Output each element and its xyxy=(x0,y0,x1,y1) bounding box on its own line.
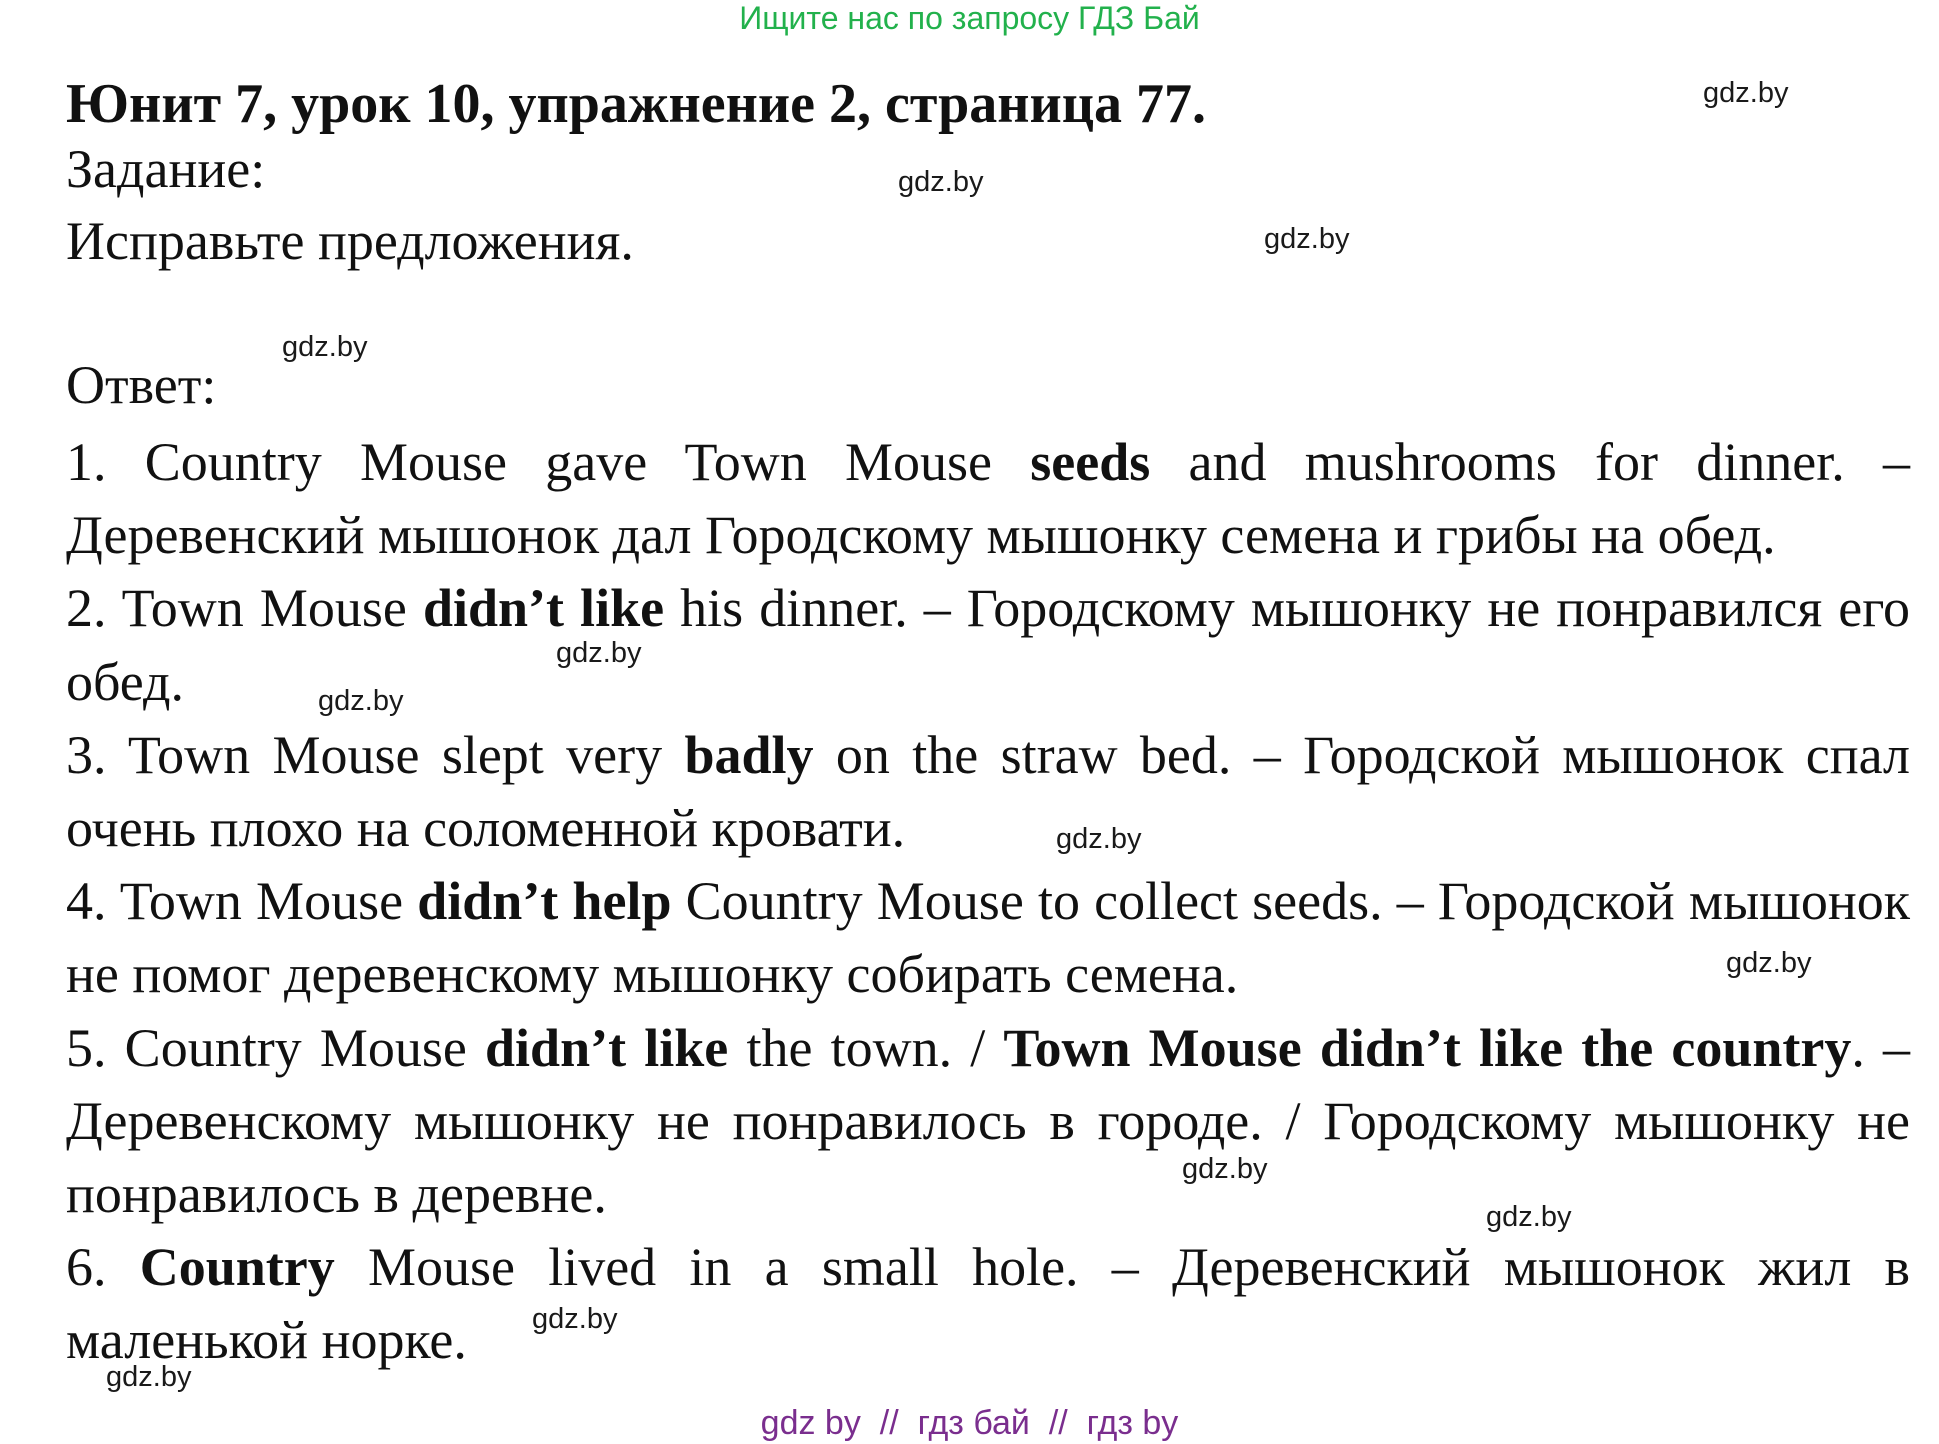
answer-text: . – Деревенскому мышонку не понравилось в городе. / Городскому мышонку не понравилось в деревне. xyxy=(66,1017,1911,1225)
watermark: gdz.by xyxy=(1486,1201,1572,1233)
answer-list xyxy=(66,426,1910,1378)
answer-text: Country Mouse to collect seeds. – Городской мышонок не помог деревенскому мышонку собирать семена. xyxy=(66,871,1911,1005)
answer-text: on the straw bed. – Городской мышонок спал очень плохо на соломенной кровати. xyxy=(66,724,1911,859)
watermark: gdz.by xyxy=(318,685,404,717)
watermark: gdz.by xyxy=(1182,1153,1268,1185)
watermark: gdz.by xyxy=(898,166,984,198)
answer-text: Mouse lived in a small hole. – Деревенский мышонок жил в маленькой норке. xyxy=(66,1237,1911,1371)
answer-text: and mushrooms for dinner. – Деревенский мышонок дал Городскому мышонку семена и грибы на обед. xyxy=(66,432,1911,566)
footer-link-gdz-by[interactable]: gdz by xyxy=(760,1404,861,1442)
answer-label: Ответ: xyxy=(66,355,217,415)
answer-text: Town Mouse slept very xyxy=(127,724,663,785)
answer-number: 6. xyxy=(66,1237,107,1298)
task-text: Исправьте предложения. xyxy=(66,211,634,271)
footer-links xyxy=(0,1404,1939,1442)
answer-number: 4. xyxy=(66,871,107,932)
watermark: gdz.by xyxy=(106,1361,192,1393)
watermark: gdz.by xyxy=(556,637,642,669)
answer-bold: Town Mouse didn’t like the country xyxy=(1003,1017,1852,1078)
answer-item-5 xyxy=(66,1012,1910,1232)
answer-number: 2. xyxy=(66,578,107,639)
answer-bold: didn’t like xyxy=(422,578,665,639)
watermark: gdz.by xyxy=(1264,223,1350,255)
answer-text: the town. / xyxy=(746,1017,986,1078)
answer-bold: didn’t help xyxy=(417,871,672,932)
answer-bold: seeds xyxy=(1030,432,1151,492)
watermark: gdz.by xyxy=(1703,77,1789,109)
watermark: gdz.by xyxy=(1056,823,1142,855)
answer-item-4 xyxy=(66,865,1910,1011)
answer-number: 5. xyxy=(66,1017,107,1078)
footer-link-gdz-bai[interactable]: гдз бай xyxy=(917,1404,1030,1442)
answer-text: his dinner. – Городскому мышонку не понравился его обед. xyxy=(66,578,1911,712)
answer-text: Town Mouse xyxy=(121,578,407,639)
answer-item-3 xyxy=(66,719,1910,865)
answer-text: Country Mouse xyxy=(124,1017,467,1078)
answer-item-1 xyxy=(66,426,1910,572)
answer-number: 1. xyxy=(66,432,107,492)
answer-text: Country Mouse gave Town Mouse xyxy=(144,432,992,492)
watermark: gdz.by xyxy=(532,1303,618,1335)
watermark: gdz.by xyxy=(282,331,368,363)
answer-number: 3. xyxy=(66,724,107,785)
answer-bold: badly xyxy=(684,724,814,785)
answer-text: Town Mouse xyxy=(119,871,404,932)
footer-separator: // xyxy=(879,1404,899,1442)
footer-link-gdz-by-cyr[interactable]: гдз by xyxy=(1086,1404,1179,1442)
answer-bold: didn’t like xyxy=(485,1017,729,1078)
top-banner: Ищите нас по запросу ГДЗ Бай xyxy=(739,0,1200,36)
page-heading: Юнит 7, урок 10, упражнение 2, страница 77. xyxy=(66,73,1207,135)
task-label: Задание: xyxy=(66,139,266,199)
answer-item-6 xyxy=(66,1231,1910,1377)
answer-bold: Country xyxy=(139,1237,335,1298)
watermark: gdz.by xyxy=(1726,947,1812,979)
footer-separator: // xyxy=(1048,1404,1068,1442)
